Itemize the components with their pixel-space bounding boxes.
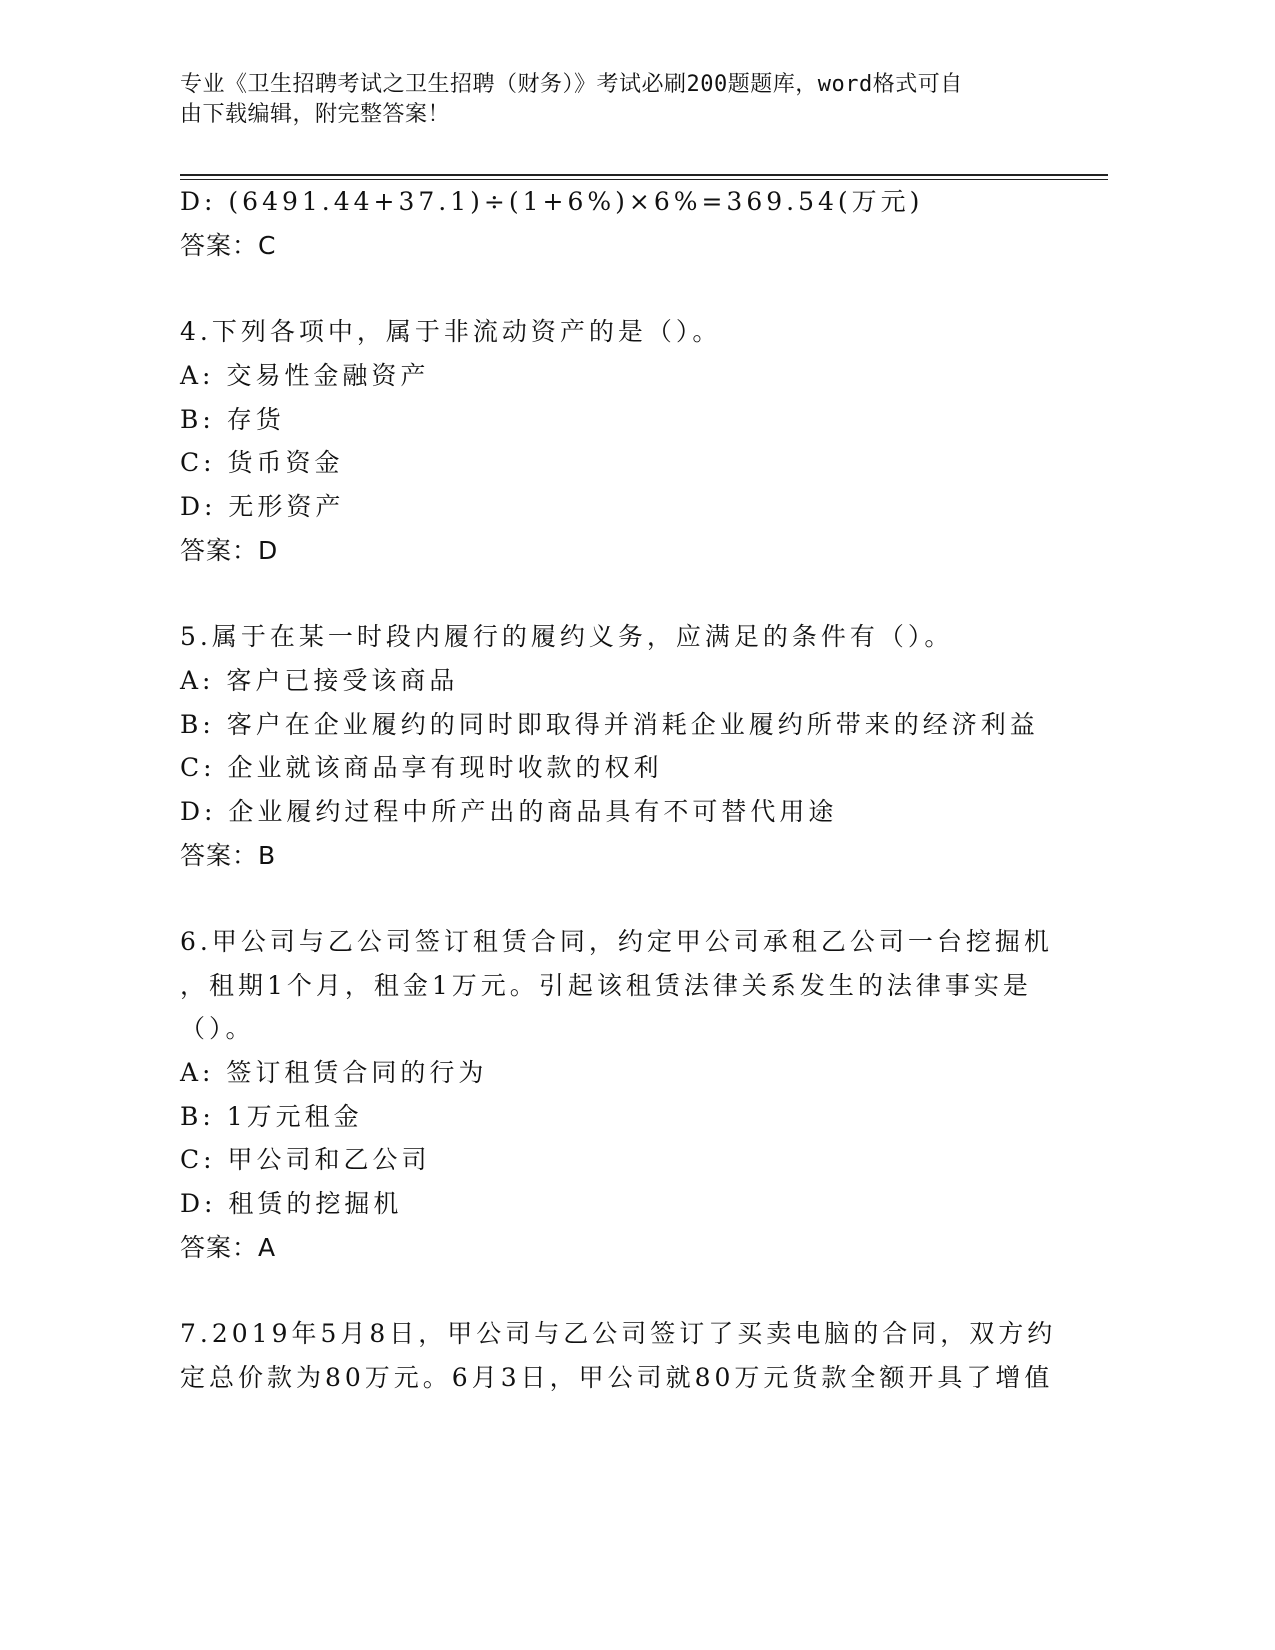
q4-option-d: D: 无形资产	[180, 492, 345, 521]
document-header	[180, 70, 1040, 130]
q5-stem: 5.属于在某一时段内履行的履约义务，应满足的条件有（）。	[180, 622, 954, 651]
q6-option-d: D: 租赁的挖掘机	[180, 1189, 403, 1218]
q5-option-c: C: 企业就该商品享有现时收款的权利	[180, 753, 663, 782]
q4-stem: 4.下列各项中，属于非流动资产的是（）。	[180, 317, 722, 346]
header-divider-thick	[180, 174, 1108, 176]
q6-stem-line-2: ，租期1个月，租金1万元。引起该租赁法律关系发生的法律事实是	[180, 971, 1032, 1000]
q5-answer: 答案：B	[180, 841, 277, 870]
q4-option-a: A: 交易性金融资产	[180, 361, 430, 390]
q6-stem-line-1: 6.甲公司与乙公司签订租赁合同，约定甲公司承租乙公司一台挖掘机	[180, 927, 1053, 956]
header-divider-thin	[180, 179, 1108, 180]
header-line-1: 专业《卫生招聘考试之卫生招聘（财务）》考试必刷200题题库，word格式可自	[180, 72, 963, 97]
prev-question-option-d: D: (6491.44+37.1)÷(1+6%)×6%=369.54(万元)	[180, 187, 924, 216]
q4-answer: 答案：D	[180, 536, 279, 565]
q7-stem-line-2: 定总价款为80万元。6月3日，甲公司就80万元货款全额开具了增值	[180, 1363, 1054, 1392]
q7-stem-line-1: 7.2019年5月8日，甲公司与乙公司签订了买卖电脑的合同，双方约	[180, 1319, 1057, 1348]
q5-option-d: D: 企业履约过程中所产出的商品具有不可替代用途	[180, 797, 838, 826]
header-line-2: 由下载编辑，附完整答案！	[180, 102, 451, 127]
q6-option-b: B: 1万元租金	[180, 1102, 363, 1131]
q6-stem-line-3: （）。	[180, 1014, 255, 1043]
q6-answer: 答案：A	[180, 1233, 277, 1262]
q4-option-c: C: 货币资金	[180, 448, 344, 477]
q4-option-b: B: 存货	[180, 405, 285, 434]
q6-option-a: A: 签订租赁合同的行为	[180, 1058, 488, 1087]
prev-question-answer: 答案：C	[180, 231, 277, 260]
q6-option-c: C: 甲公司和乙公司	[180, 1145, 431, 1174]
q5-option-a: A: 客户已接受该商品	[180, 666, 459, 695]
q5-option-b: B: 客户在企业履约的同时即取得并消耗企业履约所带来的经济利益	[180, 710, 1039, 739]
